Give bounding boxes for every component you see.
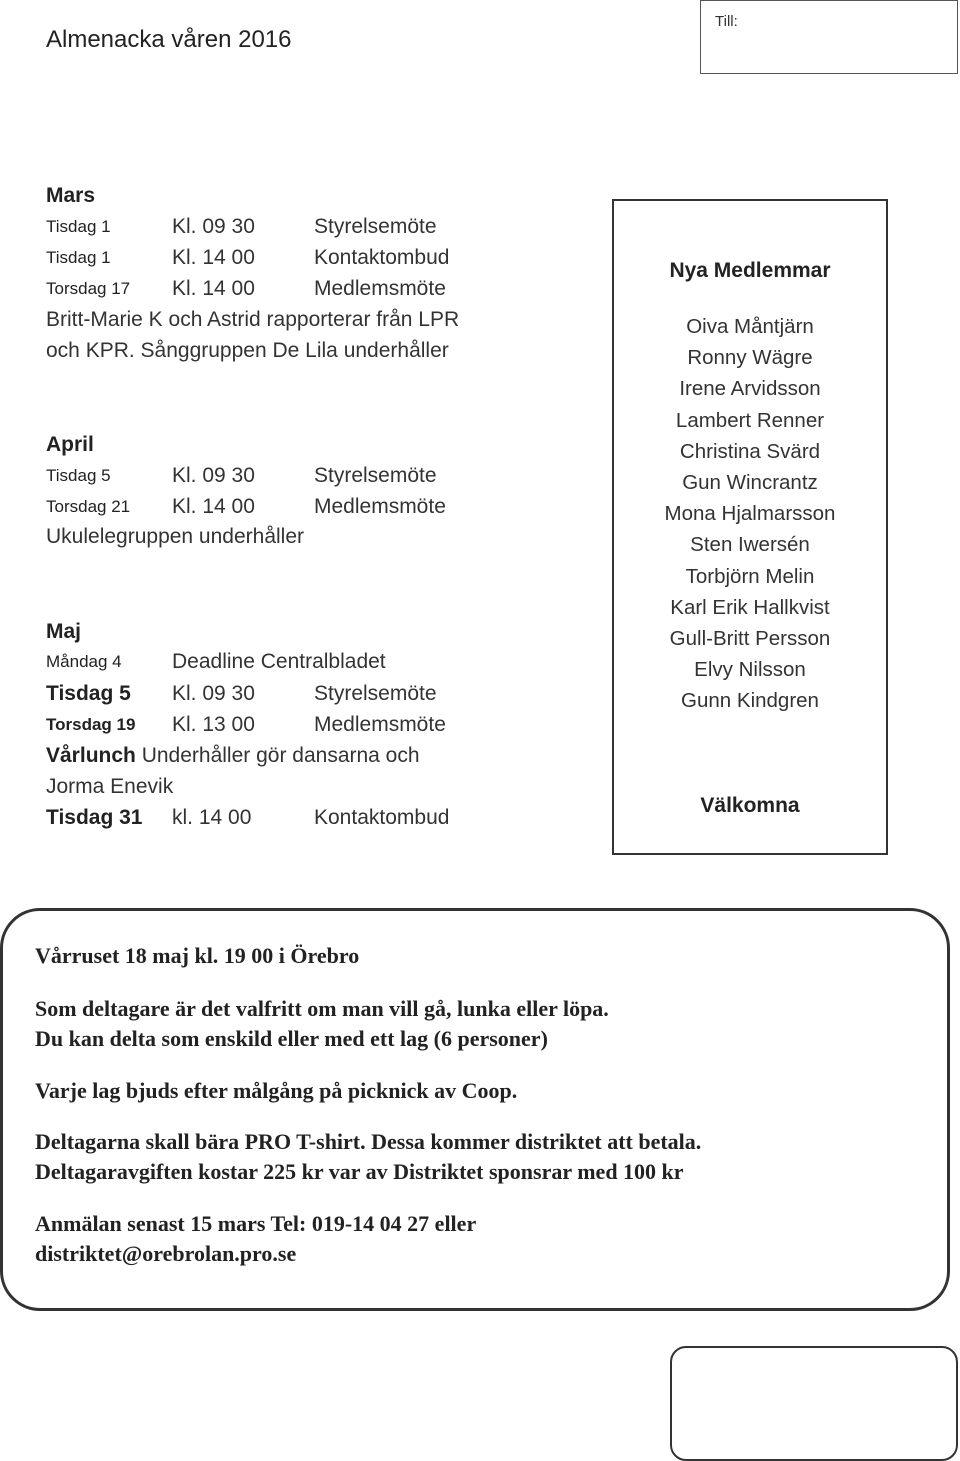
event-time: Kl. 14 00: [172, 495, 255, 518]
till-label: Till:: [715, 13, 738, 30]
event-title: Medlemsmöte: [314, 277, 446, 300]
race-text-line: Anmälan senast 15 mars Tel: 019-14 04 27 eller: [35, 1211, 477, 1236]
race-text-line: Deltagarna skall bära PRO T-shirt. Dessa kommer distriktet att betala.: [35, 1129, 702, 1154]
member-name: Mona Hjalmarsson: [664, 502, 836, 526]
event-note: Ukulelegruppen underhåller: [46, 525, 305, 548]
race-contact-email: distriktet@orebrolan.pro.se: [35, 1241, 297, 1266]
varlunch-text: Underhåller gör dansarna och: [141, 744, 420, 767]
event-title: Kontaktombud: [314, 246, 450, 269]
stamp-box: [670, 1346, 958, 1461]
member-name: Sten Iwersén: [690, 533, 810, 557]
event-title: Styrelsemöte: [314, 464, 437, 487]
event-time: Kl. 14 00: [172, 246, 255, 269]
event-day: Tisdag 1: [46, 248, 111, 267]
members-heading: Nya Medlemmar: [669, 259, 831, 282]
month-heading-april: April: [46, 433, 94, 456]
event-day: Torsdag 17: [46, 279, 131, 298]
event-title: Medlemsmöte: [314, 713, 446, 736]
race-heading: Vårruset 18 maj kl. 19 00 i Örebro: [35, 943, 360, 968]
members-welcome: Välkomna: [700, 794, 800, 817]
member-name: Irene Arvidsson: [679, 377, 821, 401]
new-members-box: [612, 199, 888, 855]
event-time: Kl. 14 00: [172, 277, 255, 300]
race-text-line: Deltagaravgiften kostar 225 kr var av Distriktet sponsrar med 100 kr: [35, 1159, 684, 1184]
event-day: Torsdag 21: [46, 497, 131, 516]
member-name: Gull-Britt Persson: [669, 627, 831, 651]
address-box: [700, 0, 958, 74]
event-time: Kl. 09 30: [172, 215, 255, 238]
event-day: Tisdag 5: [46, 682, 131, 705]
member-name: Christina Svärd: [679, 439, 821, 463]
event-time: Kl. 13 00: [172, 713, 255, 736]
month-heading-mars: Mars: [46, 184, 96, 207]
event-day: Torsdag 19: [46, 715, 136, 734]
event-note: Britt-Marie K och Astrid rapporterar från LPR: [46, 308, 460, 331]
page-title: Almenacka våren 2016: [46, 26, 292, 53]
member-name: Torbjörn Melin: [685, 564, 815, 588]
members-list: [614, 311, 886, 717]
member-name: Lambert Renner: [675, 408, 825, 432]
event-title: Styrelsemöte: [314, 215, 437, 238]
event-title: Medlemsmöte: [314, 495, 446, 518]
varlunch-label: Vårlunch: [46, 744, 136, 767]
event-title: Deadline Centralbladet: [172, 650, 386, 673]
member-name: Elvy Nilsson: [694, 658, 806, 682]
event-time: kl. 14 00: [172, 806, 252, 829]
member-name: Gunn Kindgren: [681, 689, 819, 713]
race-text-line: Du kan delta som enskild eller med ett lag (6 personer): [35, 1026, 548, 1051]
event-note: och KPR. Sånggruppen De Lila underhåller: [46, 339, 449, 362]
event-day: Tisdag 1: [46, 217, 111, 236]
month-heading-maj: Maj: [46, 620, 82, 643]
race-text-line: Varje lag bjuds efter målgång på picknick av Coop.: [35, 1078, 518, 1103]
race-info-box: [0, 908, 950, 1311]
member-name: Gun Wincrantz: [682, 471, 818, 495]
member-name: Oiva Måntjärn: [686, 315, 814, 338]
event-day: Måndag 4: [46, 652, 122, 671]
event-time: Kl. 09 30: [172, 464, 255, 487]
race-text-line: Som deltagare är det valfritt om man vill gå, lunka eller löpa.: [35, 996, 609, 1021]
event-time: Kl. 09 30: [172, 682, 255, 705]
event-title: Styrelsemöte: [314, 682, 437, 705]
event-title: Kontaktombud: [314, 806, 450, 829]
event-day: Tisdag 31: [46, 806, 143, 829]
event-note: [46, 744, 420, 768]
event-note: Jorma Enevik: [46, 775, 174, 798]
member-name: Ronny Wägre: [687, 346, 813, 370]
event-day: Tisdag 5: [46, 466, 111, 485]
member-name: Karl Erik Hallkvist: [670, 595, 830, 619]
